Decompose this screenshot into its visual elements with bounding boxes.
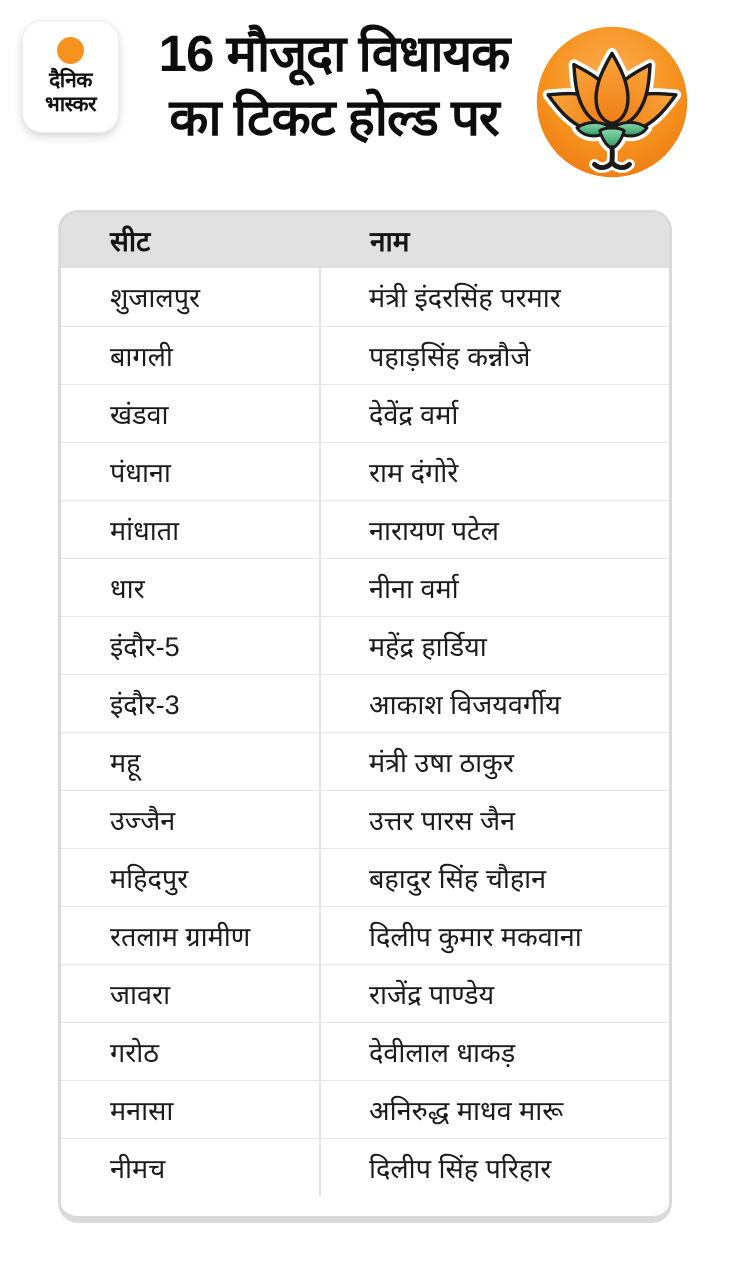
table-row	[61, 442, 669, 500]
table-row	[61, 964, 669, 1022]
seat-cell: बागली	[61, 326, 320, 384]
table-row	[61, 732, 669, 790]
name-cell: नीना वर्मा	[320, 558, 669, 616]
table-row	[61, 848, 669, 906]
name-cell: राजेंद्र पाण्डेय	[320, 964, 669, 1022]
seat-cell: शुजालपुर	[61, 268, 320, 326]
mla-table-card	[58, 210, 672, 1223]
seat-cell: इंदौर-5	[61, 616, 320, 674]
table-row	[61, 1138, 669, 1196]
seat-cell: महिदपुर	[61, 848, 320, 906]
name-column-header: नाम	[320, 213, 669, 268]
seat-cell: पंधाना	[61, 442, 320, 500]
name-cell: बहादुर सिंह चौहान	[320, 848, 669, 906]
mla-table	[61, 213, 669, 1196]
table-row	[61, 268, 669, 326]
table-row	[61, 384, 669, 442]
name-cell: मंत्री उषा ठाकुर	[320, 732, 669, 790]
name-cell: देवीलाल धाकड़	[320, 1022, 669, 1080]
table-row	[61, 790, 669, 848]
dainik-bhaskar-logo	[22, 20, 119, 133]
name-cell: दिलीप कुमार मकवाना	[320, 906, 669, 964]
name-cell: दिलीप सिंह परिहार	[320, 1138, 669, 1196]
dainik-bhaskar-sun-icon	[57, 37, 84, 64]
brand-name-line1: दैनिक	[49, 68, 92, 92]
seat-cell: मांधाता	[61, 500, 320, 558]
seat-column-header: सीट	[61, 213, 320, 268]
table-row	[61, 1080, 669, 1138]
bjp-lotus-icon	[536, 26, 688, 178]
table-header	[61, 213, 669, 268]
seat-cell: गरोठ	[61, 1022, 320, 1080]
name-cell: महेंद्र हार्डिया	[320, 616, 669, 674]
name-cell: मंत्री इंदरसिंह परमार	[369, 283, 561, 314]
table-row	[61, 906, 669, 964]
seat-cell: नीमच	[61, 1138, 320, 1196]
seat-cell: खंडवा	[61, 384, 320, 442]
table-row	[61, 558, 669, 616]
name-cell: अनिरुद्ध माधव मारू	[320, 1080, 669, 1138]
seat-cell: धार	[61, 558, 320, 616]
seat-cell: रतलाम ग्रामीण	[61, 906, 320, 964]
page-title-line2: का टिकट होल्ड पर	[169, 89, 499, 146]
table-row	[61, 616, 669, 674]
name-cell: पहाड़सिंह कन्नौजे	[320, 326, 669, 384]
table-header-row	[61, 213, 669, 268]
name-cell: उत्तर पारस जैन	[320, 790, 669, 848]
table-row	[61, 674, 669, 732]
table-row	[61, 1022, 669, 1080]
name-cell: आकाश विजयवर्गीय	[320, 674, 669, 732]
page-title-line1: 16 मौजूदा विधायक	[158, 25, 510, 82]
table-row	[61, 500, 669, 558]
infographic-header	[0, 0, 730, 210]
table-body	[61, 268, 669, 1196]
seat-cell: जावरा	[61, 964, 320, 1022]
seat-cell: इंदौर-3	[61, 674, 320, 732]
name-cell: देवेंद्र वर्मा	[320, 384, 669, 442]
name-cell: नारायण पटेल	[320, 500, 669, 558]
page-title	[120, 22, 548, 150]
brand-name-line2: भास्कर	[44, 92, 97, 116]
seat-cell: मनासा	[61, 1080, 320, 1138]
seat-cell: महू	[61, 732, 320, 790]
name-cell: राम दंगोरे	[320, 442, 669, 500]
seat-cell: उज्जैन	[61, 790, 320, 848]
table-row	[61, 326, 669, 384]
